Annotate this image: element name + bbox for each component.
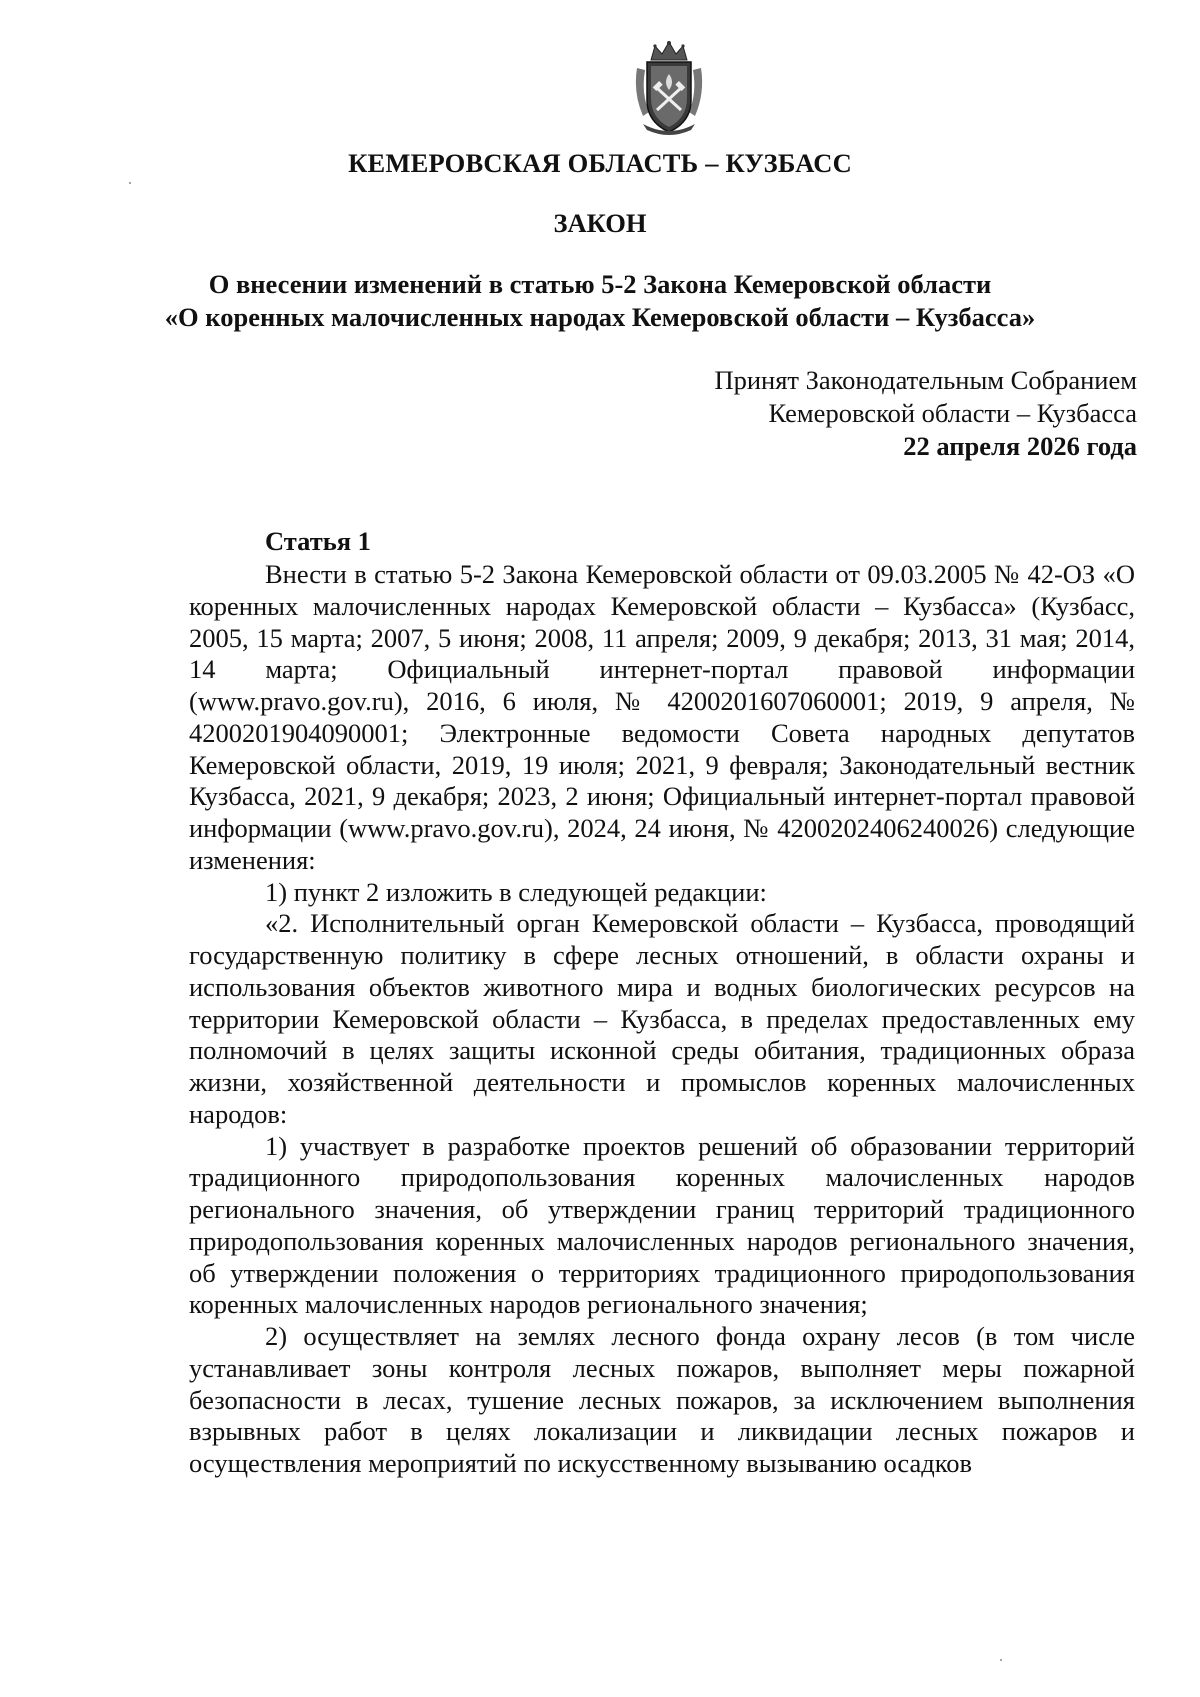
document-type-heading: ЗАКОН [553,208,647,238]
article-paragraph: Внести в статью 5-2 Закона Кемеровской области от 09.03.2005 № 42-ОЗ «О коренных малочисленных народах Кемеровской области – Кузбасса» (Кузбасс, 2005, 15 марта; 2007, 5 июня; 2008, 11 апреля; 2009, 9 декабря; 2013, 31 мая; 2014, 14 марта; Официальный интернет-портал правовой информации (www.pravo.gov.ru), 2016, 6 июля, № 4200201607060001; 2019, 9 апреля, № 4200201904090001; Электронные ведомости Совета народных депутатов Кемеровской области, 2019, 19 июля; 2021, 9 февраля; Законодательный вестник Кузбасса, 2021, 9 декабря; 2023, 2 июня; Официальный интернет-портал правовой информации (www.pravo.gov.ru), 2024, 24 июня, № 4200202406240026) следующие изменения: [189,559,1135,875]
scan-speck [1000,1659,1002,1661]
law-title-line-2: «О коренных малочисленных народах Кемеровской области – Кузбасса» [164,302,1036,332]
adoption-date: 22 апреля 2026 года [903,431,1137,461]
adoption-line-1: Принят Законодательным Собранием [714,365,1137,395]
coat-of-arms-icon [629,38,709,138]
adoption-block [714,364,1137,463]
region-heading: КЕМЕРОВСКАЯ ОБЛАСТЬ – КУЗБАСС [348,148,852,178]
law-title-line-1: О внесении изменений в статью 5-2 Закона Кемеровской области [208,269,992,299]
article-paragraph: 1) пункт 2 изложить в следующей редакции: [265,876,767,907]
article-body [189,559,1135,1480]
adoption-line-2: Кемеровской области – Кузбасса [768,398,1137,428]
scan-speck [129,182,131,184]
article-heading: Статья 1 [265,526,371,556]
law-title [0,268,1200,334]
article-paragraph: 1) участвует в разработке проектов решений об образовании территорий традиционного природопользования коренных малочисленных народов регионального значения, об утверждении границ территорий традиционного природопользования коренных малочисленных народов регионального значения, об утверждении положения о территориях традиционного природопользования коренных малочисленных народов регионального значения; [189,1130,1135,1320]
article-paragraph: «2. Исполнительный орган Кемеровской области – Кузбасса, проводящий государственную политику в сфере лесных отношений, в области охраны и использования объектов животного мира и водных биологических ресурсов на территории Кемеровской области – Кузбасса, в пределах предоставленных ему полномочий в целях защиты исконной среды обитания, традиционных образа жизни, хозяйственной деятельности и промыслов коренных малочисленных народов: [189,908,1135,1129]
article-paragraph: 2) осуществляет на землях лесного фонда охрану лесов (в том числе устанавливает зоны контроля лесных пожаров, выполняет меры пожарной безопасности в лесах, тушение лесных пожаров, за исключением выполнения взрывных работ в целях локализации и ликвидации лесных пожаров и осуществления мероприятий по искусственному вызыванию осадков [189,1321,1135,1478]
